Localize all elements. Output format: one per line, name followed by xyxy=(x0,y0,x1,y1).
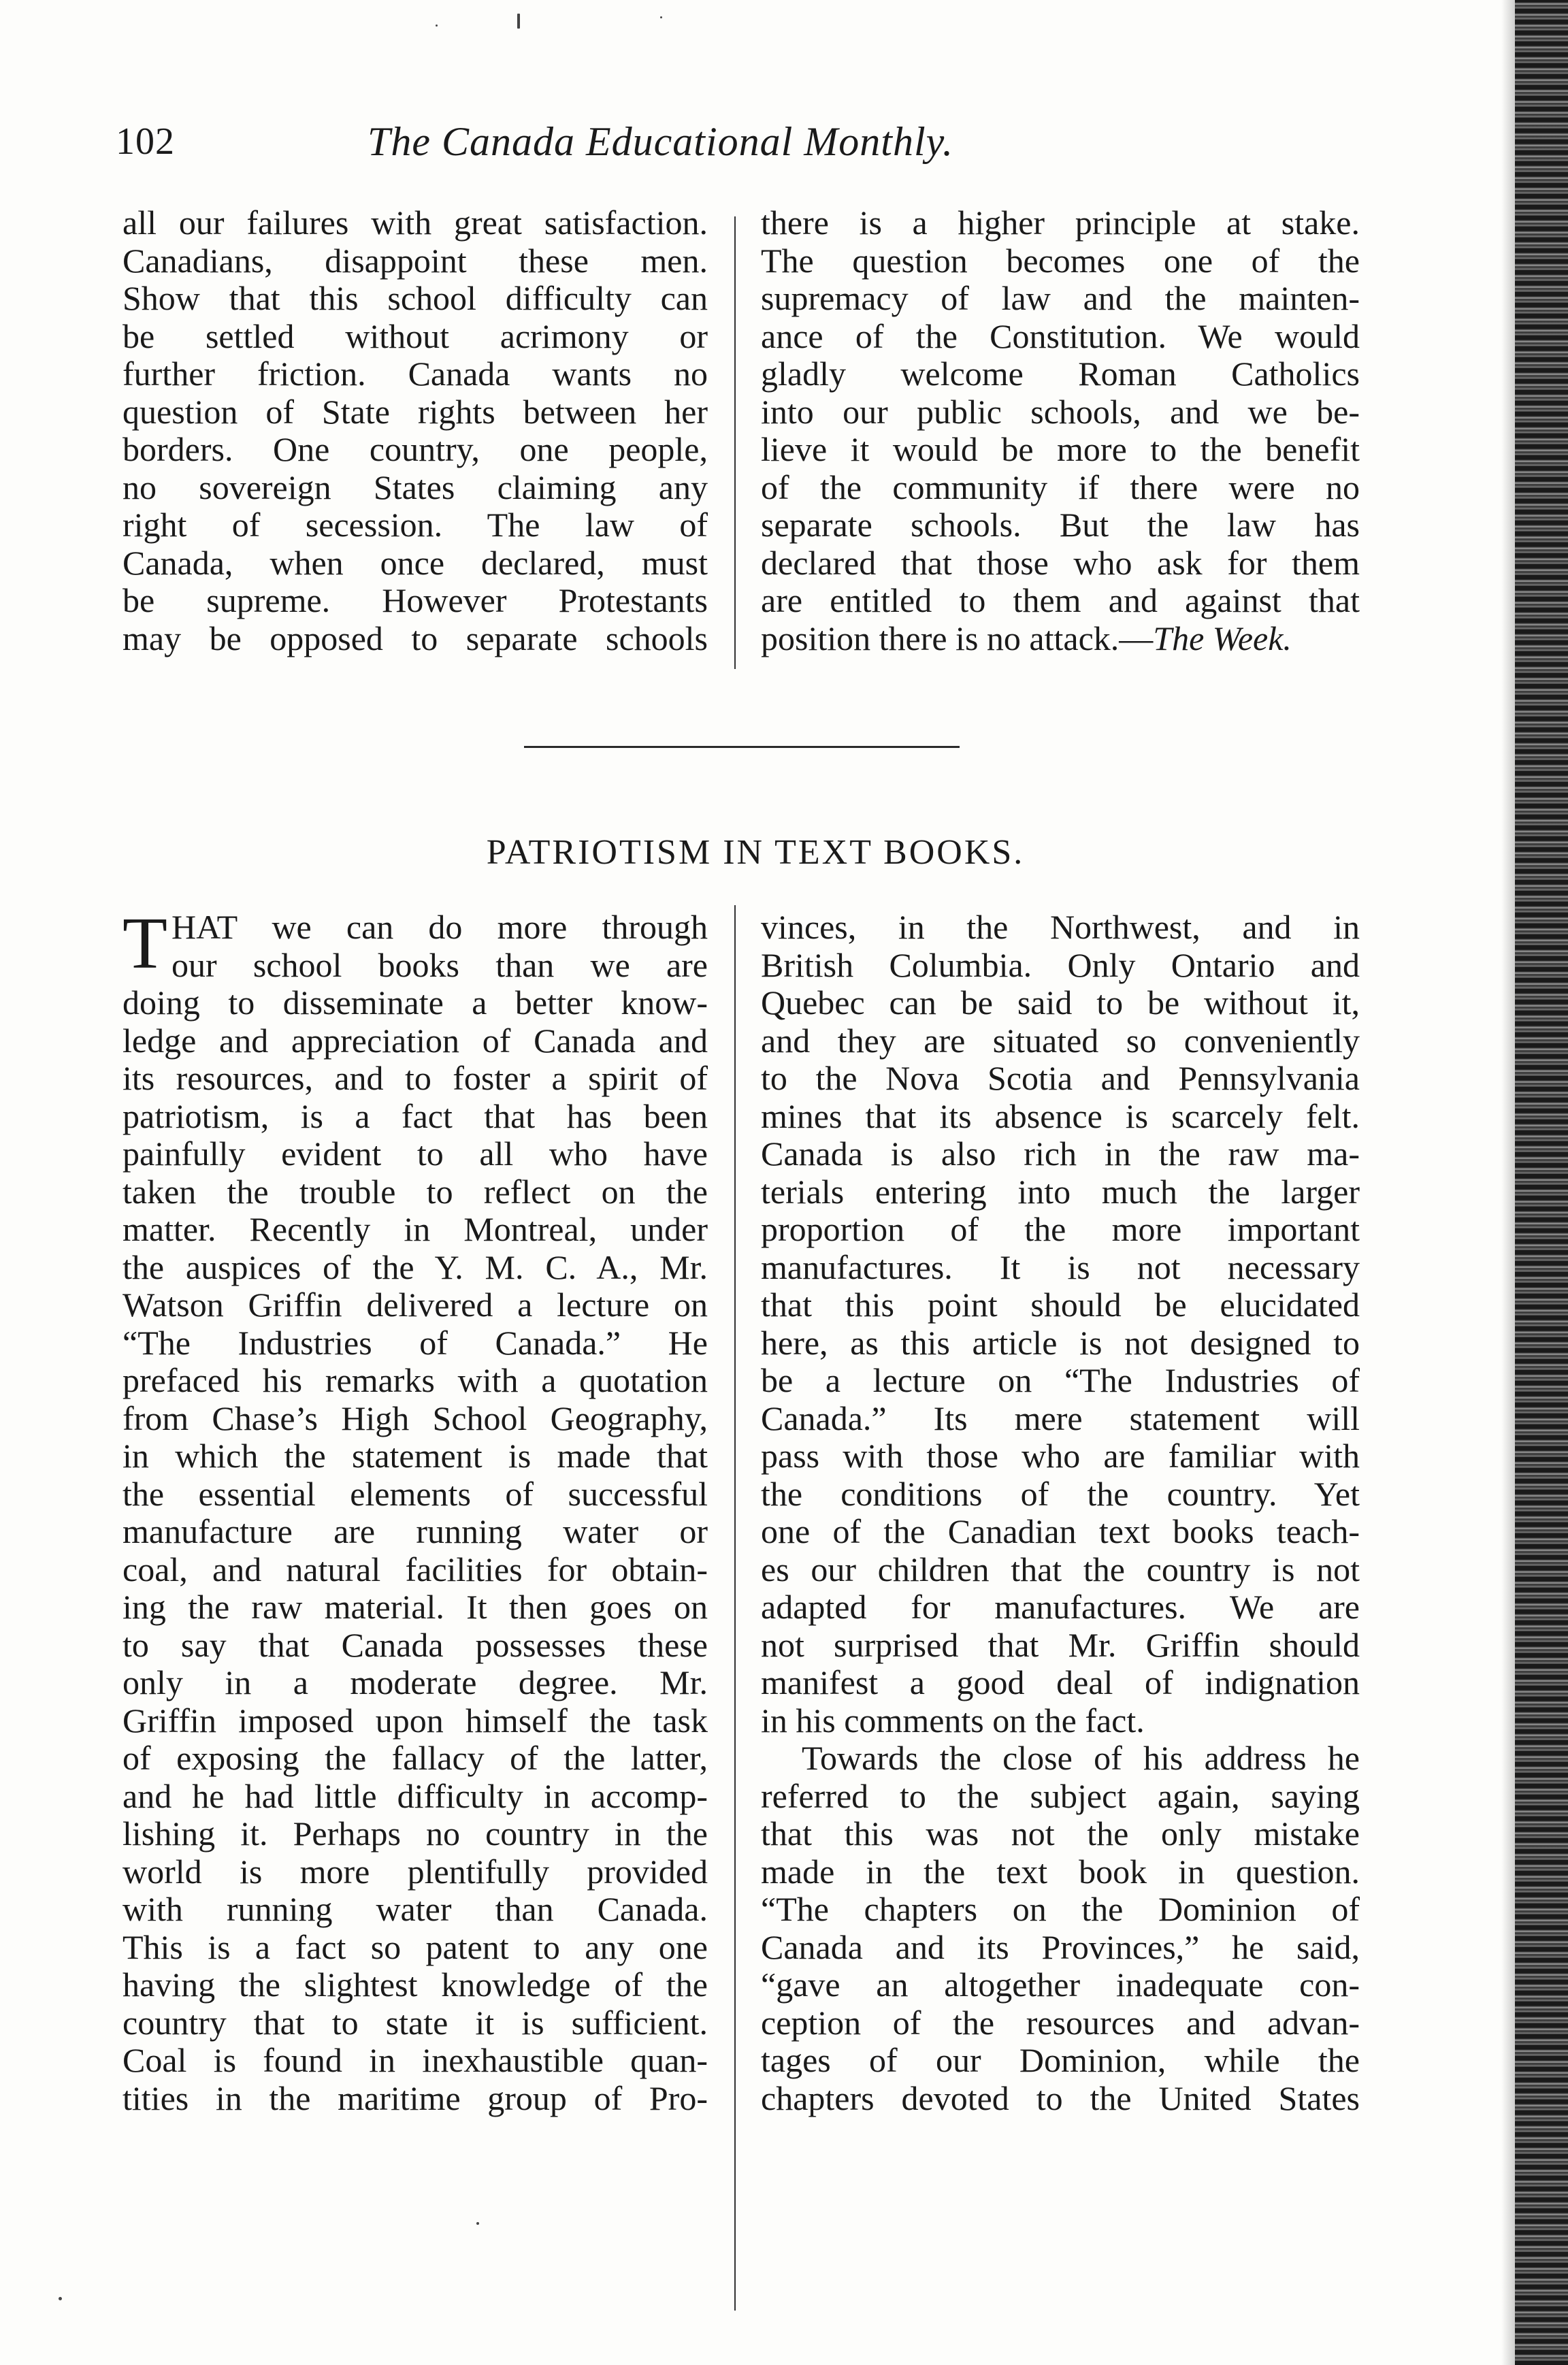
text-line: of the community if there were no xyxy=(761,468,1360,506)
text-line: coal, and natural facilities for obtain- xyxy=(122,1550,708,1588)
scan-speck xyxy=(660,16,662,18)
text-line: Canada is also rich in the raw ma- xyxy=(761,1135,1360,1173)
text-line: of exposing the fallacy of the latter, xyxy=(122,1740,708,1777)
text-line: Show that this school difficulty can xyxy=(122,280,708,317)
page-number: 102 xyxy=(116,120,175,163)
text-line: vinces, in the Northwest, and in xyxy=(761,909,1360,946)
text-line: be supreme. However Protestants xyxy=(122,582,708,619)
text-line: painfully evident to all who have xyxy=(122,1135,708,1173)
text-line: that this point should be elucidated xyxy=(761,1286,1360,1324)
section-separator xyxy=(524,746,960,748)
text-line: Coal is found in inexhaustible quan- xyxy=(122,2042,708,2079)
text-line: doing to disseminate a better know- xyxy=(122,984,708,1022)
text-line: further friction. Canada wants no xyxy=(122,355,708,393)
text-line: chapters devoted to the United States xyxy=(761,2079,1360,2117)
text-line: es our children that the country is not xyxy=(761,1550,1360,1588)
text-line: here, as this article is not designed to xyxy=(761,1324,1360,1362)
top-article-left-column xyxy=(122,204,708,657)
text-line: all our failures with great satisfaction. xyxy=(122,204,708,242)
article-right-column xyxy=(761,909,1360,2117)
scan-speck xyxy=(436,25,438,27)
text-line: Canada and its Provinces,” he said, xyxy=(761,1928,1360,1966)
text-line: proportion of the more important xyxy=(761,1211,1360,1248)
text-line: Towards the close of his address he xyxy=(802,1740,1360,1777)
text-line: there is a higher principle at stake. xyxy=(761,204,1360,242)
running-head xyxy=(116,114,1382,176)
text-line: only in a moderate degree. Mr. xyxy=(122,1664,708,1701)
text-line: not surprised that Mr. Griffin should xyxy=(761,1626,1360,1664)
top-article-right-column xyxy=(761,204,1360,657)
text-line: may be opposed to separate schools xyxy=(122,619,708,657)
text-line: right of secession. The law of xyxy=(122,506,708,544)
text-line: Watson Griffin delivered a lecture on xyxy=(122,1286,708,1324)
text-line: mines that its absence is scarcely felt. xyxy=(761,1097,1360,1135)
text-line: one of the Canadian text books teach- xyxy=(761,1513,1360,1550)
text-line: country that to state it is sufficient. xyxy=(122,2004,708,2042)
text-line: gladly welcome Roman Catholics xyxy=(761,355,1360,393)
scan-speck xyxy=(59,2297,62,2300)
text-line: that this was not the only mistake xyxy=(761,1815,1360,1853)
text-line: matter. Recently in Montreal, under xyxy=(122,1211,708,1248)
text-line: “gave an altogether inadequate con- xyxy=(761,1966,1360,2004)
binding-shadow xyxy=(1501,0,1515,2365)
text-line: no sovereign States claiming any xyxy=(122,468,708,506)
text-fragment: position there is no attack.— xyxy=(761,619,1154,657)
text-line: our school books than we are xyxy=(171,946,708,984)
text-line: be settled without acrimony or xyxy=(122,317,708,355)
text-line: the auspices of the Y. M. C. A., Mr. xyxy=(122,1248,708,1286)
text-line: patriotism, is a fact that has been xyxy=(122,1097,708,1135)
scan-speck xyxy=(517,14,520,29)
text-line: tages of our Dominion, while the xyxy=(761,2042,1360,2079)
text-line: lishing it. Perhaps no country in the xyxy=(122,1815,708,1853)
article-left-column xyxy=(122,903,708,2117)
text-line: pass with those who are familiar with xyxy=(761,1437,1360,1475)
text-line: to say that Canada possesses these xyxy=(122,1626,708,1664)
text-line: supremacy of law and the mainten- xyxy=(761,280,1360,317)
text-line: made in the text book in question. xyxy=(761,1853,1360,1891)
text-line: with running water than Canada. xyxy=(122,1891,708,1928)
text-line: terials entering into much the larger xyxy=(761,1173,1360,1211)
text-line: in his comments on the fact. xyxy=(761,1701,1145,1740)
text-line: adapted for manufactures. We are xyxy=(761,1588,1360,1626)
text-line: “The chapters on the Dominion of xyxy=(761,1891,1360,1928)
text-line: separate schools. But the law has xyxy=(761,506,1360,544)
text-line: borders. One country, one people, xyxy=(122,431,708,468)
text-line-with-signature xyxy=(761,620,1360,658)
column-rule xyxy=(734,216,736,669)
text-line: referred to the subject again, saying xyxy=(761,1777,1360,1815)
text-line: world is more plentifully provided xyxy=(122,1853,708,1891)
text-line: HAT we can do more through xyxy=(171,909,708,946)
text-line: into our public schools, and we be- xyxy=(761,393,1360,431)
text-line: prefaced his remarks with a quotation xyxy=(122,1362,708,1399)
text-line: “The Industries of Canada.” He xyxy=(122,1324,708,1362)
text-line: The question becomes one of the xyxy=(761,242,1360,280)
scan-speck xyxy=(476,2222,479,2225)
text-line: manifest a good deal of indignation xyxy=(761,1664,1360,1701)
binding-edge xyxy=(1515,0,1568,2365)
text-line: question of State rights between her xyxy=(122,393,708,431)
text-line: and he had little difficulty in accomp- xyxy=(122,1777,708,1815)
drop-cap: T xyxy=(122,903,167,984)
text-line: Canadians, disappoint these men. xyxy=(122,242,708,280)
text-line: having the slightest knowledge of the xyxy=(122,1966,708,2004)
text-line: taken the trouble to reflect on the xyxy=(122,1173,708,1211)
text-line: Canada.” Its mere statement will xyxy=(761,1399,1360,1437)
column-rule xyxy=(734,905,736,2311)
text-line: are entitled to them and against that xyxy=(761,582,1360,619)
text-line: ing the raw material. It then goes on xyxy=(122,1588,708,1626)
text-line: and they are situated so conveniently xyxy=(761,1022,1360,1060)
text-line: be a lecture on “The Industries of xyxy=(761,1362,1360,1399)
text-line: British Columbia. Only Ontario and xyxy=(761,946,1360,984)
text-line: from Chase’s High School Geography, xyxy=(122,1399,708,1437)
article-headline: PATRIOTISM IN TEXT BOOKS. xyxy=(486,833,1025,872)
text-line: lieve it would be more to the benefit xyxy=(761,431,1360,468)
text-line: This is a fact so patent to any one xyxy=(122,1928,708,1966)
text-line: Griffin imposed upon himself the task xyxy=(122,1701,708,1740)
text-line: its resources, and to foster a spirit of xyxy=(122,1060,708,1097)
text-line: ception of the resources and advan- xyxy=(761,2004,1360,2042)
text-line: ledge and appreciation of Canada and xyxy=(122,1022,708,1060)
journal-title: The Canada Educational Monthly. xyxy=(368,119,953,164)
source-signature: The Week. xyxy=(1153,619,1292,657)
text-line: the essential elements of successful xyxy=(122,1475,708,1513)
text-line: tities in the maritime group of Pro- xyxy=(122,2079,708,2117)
text-line: in which the statement is made that xyxy=(122,1437,708,1475)
text-line: to the Nova Scotia and Pennsylvania xyxy=(761,1060,1360,1097)
text-line: manufacture are running water or xyxy=(122,1513,708,1550)
text-line: Quebec can be said to be without it, xyxy=(761,984,1360,1022)
text-line: ance of the Constitution. We would xyxy=(761,317,1360,355)
text-line: declared that those who ask for them xyxy=(761,544,1360,582)
text-line: manufactures. It is not necessary xyxy=(761,1248,1360,1286)
text-line: the conditions of the country. Yet xyxy=(761,1475,1360,1513)
text-line: Canada, when once declared, must xyxy=(122,544,708,582)
